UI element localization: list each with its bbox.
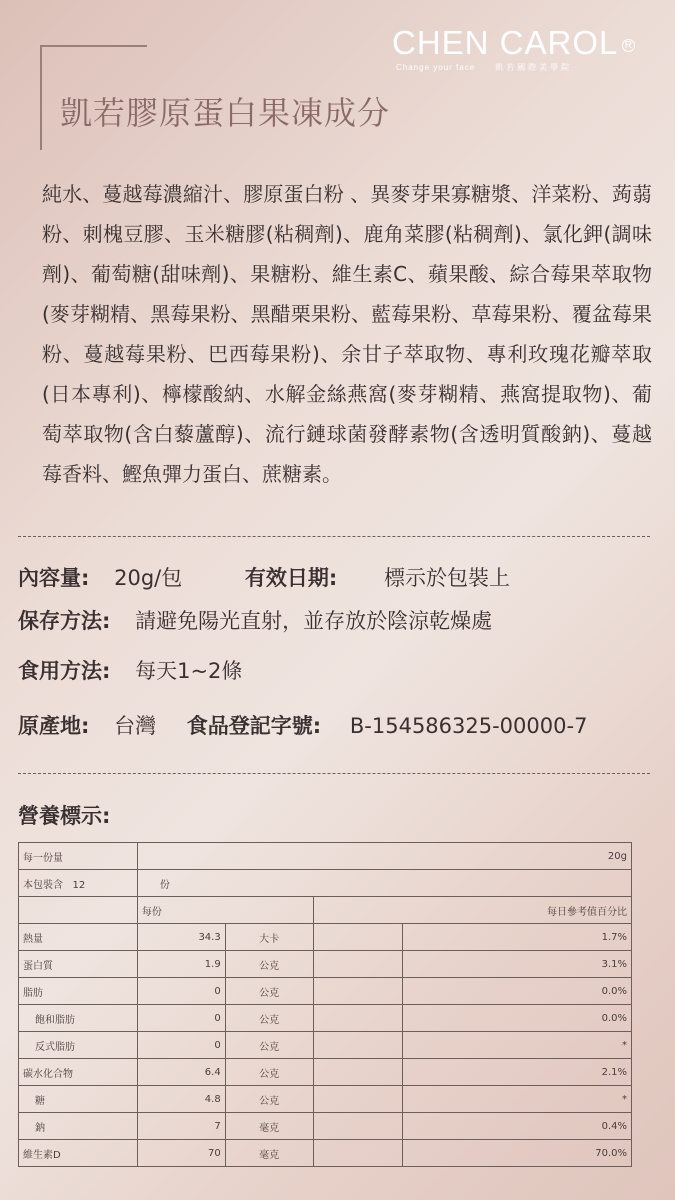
nutrient-daily-pct: 0.0% [403,1005,632,1032]
nutrition-title: 營養標示: [18,804,111,828]
empty-cell [313,1113,403,1140]
nutrient-daily-pct: * [403,1032,632,1059]
table-row [19,897,632,924]
table-row [19,1113,632,1140]
nutrient-unit: 毫克 [225,1140,313,1167]
table-row [19,1059,632,1086]
nutrient-unit: 公克 [225,951,313,978]
table-row [19,951,632,978]
nutrient-unit: 公克 [225,1059,313,1086]
table-row [19,1032,632,1059]
empty-cell [313,1086,403,1113]
nutrient-value: 4.8 [137,1086,225,1113]
table-row [19,1005,632,1032]
pack-unit: 份 [137,870,631,897]
expiry-value: 標示於包裝上 [384,566,511,590]
nutrient-unit: 毫克 [225,1113,313,1140]
table-row [19,870,632,897]
nutrient-name: 飽和脂肪 [19,1005,138,1032]
nutrient-daily-pct: 0.4% [403,1113,632,1140]
table-row [19,978,632,1005]
empty-cell [313,978,403,1005]
nutrition-table [18,842,632,1167]
title-frame-vertical [40,45,42,150]
divider-bottom [18,773,650,774]
brand-subtitle: 凱若國際美學院 [495,63,573,72]
nutrient-daily-pct: 1.7% [403,924,632,951]
page-title: 凱若膠原蛋白果凍成分 [60,94,391,132]
origin-row [18,710,587,740]
nutrient-unit: 大卡 [225,924,313,951]
nutrient-daily-pct: 2.1% [403,1059,632,1086]
brand-name: CHEN CAROL [392,24,619,61]
content-value: 20g/包 [114,566,183,590]
content-label: 內容量: [18,566,90,590]
divider-top [18,536,650,537]
nutrient-unit: 公克 [225,1032,313,1059]
nutrient-name: 鈉 [19,1113,138,1140]
table-row [19,843,632,870]
registration-label: 食品登記字號: [186,714,322,738]
usage-label: 食用方法: [18,659,111,683]
origin-value: 台灣 [114,714,157,738]
nutrient-value: 7 [137,1113,225,1140]
nutrient-name: 糖 [19,1086,138,1113]
usage-row [18,655,242,685]
nutrient-name: 熱量 [19,924,138,951]
empty-cell [313,1140,403,1167]
nutrient-value: 0 [137,1032,225,1059]
registered-mark-icon: R [622,39,635,52]
content-row [18,562,510,592]
ingredients-text: 純水、蔓越莓濃縮汁、膠原蛋白粉 、異麥芽果寡糖漿、洋菜粉、蒟蒻粉、刺槐豆膠、玉米糖膠(粘稠劑)、鹿角菜膠(粘稠劑)、氯化鉀(調味劑)、葡萄糖(甜味劑)、果糖粉、維生素C、蘋果酸、綜合莓果萃取物(麥芽糊精、黑莓果粉、黑醋栗果粉、藍莓果粉、草莓果粉、覆盆莓果粉、蔓越莓果粉、巴西莓果粉)、余甘子萃取物、專利玫瑰花瓣萃取(日本專利)、檸檬酸納、水解金絲燕窩(麥芽糊精、燕窩提取物)、葡萄萃取物(含白藜蘆醇)、流行鏈球菌發酵素物(含透明質酸鈉)、蔓越莓香料、鰹魚彈力蛋白、蔗糖素。 [42,182,652,486]
nutrient-unit: 公克 [225,1005,313,1032]
nutrient-value: 0 [137,1005,225,1032]
empty-cell [313,951,403,978]
nutrient-daily-pct: 3.1% [403,951,632,978]
brand-logo [392,26,642,73]
nutrient-name: 脂肪 [19,978,138,1005]
empty-cell [313,1059,403,1086]
storage-value: 請避免陽光直射，並存放於陰涼乾燥處 [135,609,493,633]
registration-value: B-154586325-00000-7 [349,714,588,738]
empty-cell [313,1005,403,1032]
nutrient-value: 34.3 [137,924,225,951]
origin-label: 原產地: [18,714,90,738]
nutrient-daily-pct: * [403,1086,632,1113]
nutrient-name: 碳水化合物 [19,1059,138,1086]
nutrient-name: 維生素D [19,1140,138,1167]
serving-label: 每一份量 [19,843,138,870]
table-row [19,1140,632,1167]
nutrient-name: 蛋白質 [19,951,138,978]
nutrient-unit: 公克 [225,1086,313,1113]
table-row [19,1086,632,1113]
nutrient-daily-pct: 0.0% [403,978,632,1005]
title-frame-horizontal [40,45,147,47]
storage-label: 保存方法: [18,609,111,633]
storage-row [18,605,492,635]
nutrient-value: 1.9 [137,951,225,978]
serving-value: 20g [137,843,631,870]
empty-cell [313,924,403,951]
daily-ref-header: 每日參考值百分比 [313,897,631,924]
empty-cell [313,1032,403,1059]
nutrient-name: 反式脂肪 [19,1032,138,1059]
brand-tagline: Change your face 凱若國際美學院 [396,63,573,72]
table-row [19,924,632,951]
nutrient-unit: 公克 [225,978,313,1005]
pack-count: 12 [72,879,86,891]
nutrient-value: 0 [137,978,225,1005]
expiry-label: 有效日期: [244,566,338,590]
per-serving-header: 每份 [137,897,313,924]
pack-label: 本包裝含 [23,879,63,891]
nutrient-value: 6.4 [137,1059,225,1086]
usage-value: 每天1~2條 [135,659,243,683]
nutrient-value: 70 [137,1140,225,1167]
nutrient-daily-pct: 70.0% [403,1140,632,1167]
